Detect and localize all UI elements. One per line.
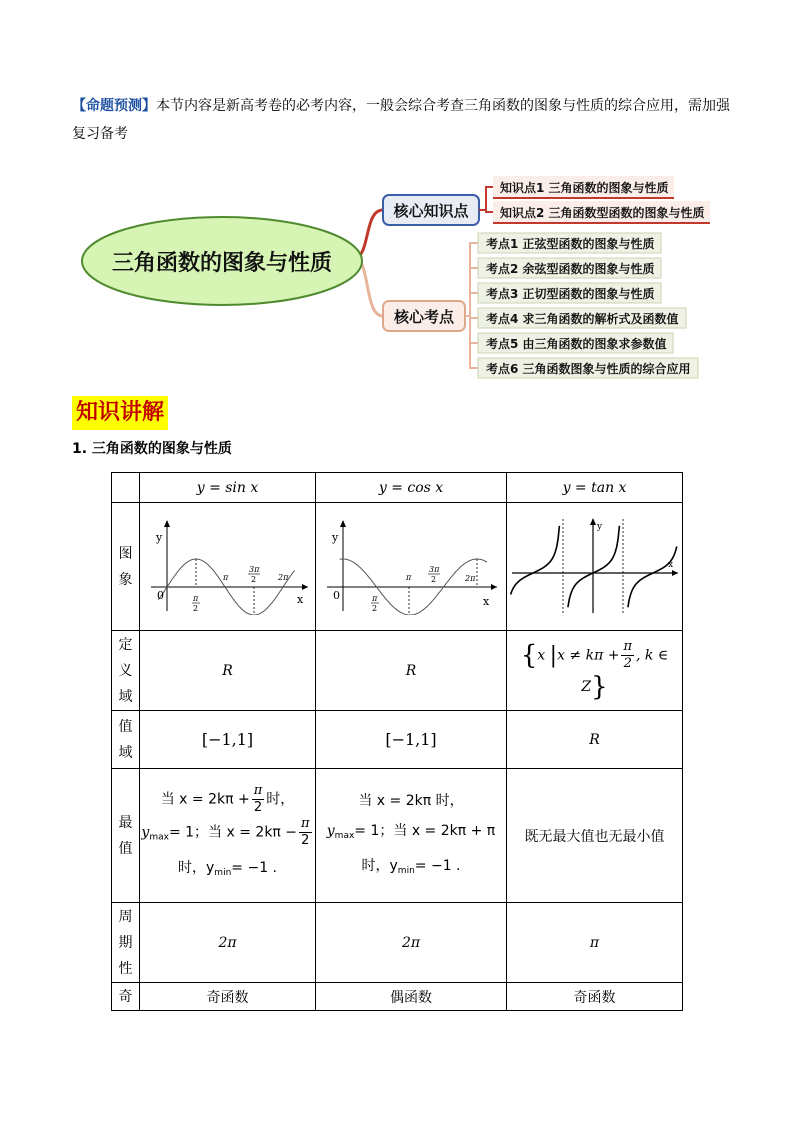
period-sin: 2π — [140, 903, 316, 983]
connector-branch1 — [357, 210, 383, 258]
root-label: 三角函数的图象与性质 — [111, 251, 333, 276]
branch2-item-3: 考点3 正切型函数的图象与性质 — [486, 287, 655, 301]
period-row — [112, 903, 683, 983]
svg-text:2: 2 — [250, 574, 256, 584]
svg-text:π: π — [371, 593, 377, 603]
graph-row — [112, 503, 683, 631]
branch2-label: 核心考点 — [393, 308, 455, 326]
cos-graph — [319, 515, 504, 615]
tan-graph-cell — [507, 503, 683, 631]
svg-text:3π: 3π — [248, 564, 259, 574]
extrema-sin: 当 x = 2kπ + $\frac{\pi}{2}$ 时， $y_{max}= 1$；当 x = 2kπ − $\frac{\pi}{2}$ 时，$y_{min}= -1$ . — [140, 769, 316, 903]
branch2-item-5: 考点5 由三角函数的图象求参数值 — [486, 337, 667, 351]
branch2-items — [478, 233, 698, 378]
parity-sin: 奇函数 — [140, 983, 316, 1011]
intro-text: 本节内容是新高考卷的必考内容，一般会综合考查三角函数的图象与性质的综合应用，需加强复习备考 — [72, 98, 730, 142]
svg-text:3π: 3π — [428, 564, 439, 574]
row-label-range: 值 域 — [112, 711, 140, 769]
svg-text:π: π — [192, 593, 198, 603]
extrema-row — [112, 769, 683, 903]
row-label-domain: 定 义 域 — [112, 631, 140, 711]
svg-text:2: 2 — [430, 574, 436, 584]
branch2-item-2: 考点2 余弦型函数的图象与性质 — [486, 262, 655, 276]
header-sin: y = sin x — [140, 473, 316, 503]
row-label-parity: 奇 — [112, 983, 140, 1011]
range-tan: R — [507, 711, 683, 769]
branch2-item-1: 考点1 正弦型函数的图象与性质 — [486, 237, 655, 251]
svg-text:2π: 2π — [277, 572, 288, 582]
domain-cos: R — [316, 631, 507, 711]
domain-tan: {x |x ≠ kπ + $\frac{\pi}{2}$ , k ∈ Z} — [507, 631, 683, 711]
header-tan: y = tan x — [507, 473, 683, 503]
range-row — [112, 711, 683, 769]
subheading: 1. 三角函数的图象与性质 — [72, 441, 232, 457]
parity-tan: 奇函数 — [507, 983, 683, 1011]
branch1-item-2: 知识点2 三角函数型函数的图象与性质 — [500, 206, 705, 220]
svg-text:π: π — [405, 572, 411, 582]
parity-cos: 偶函数 — [316, 983, 507, 1011]
period-tan: π — [507, 903, 683, 983]
period-cos: 2π — [316, 903, 507, 983]
parity-row — [112, 983, 683, 1011]
branch2-connector — [465, 243, 478, 368]
sin-graph — [143, 515, 313, 615]
intro-tag: 【命题预测】 — [72, 98, 156, 114]
svg-text:2π: 2π — [464, 573, 475, 583]
header-row — [112, 473, 683, 503]
section-title: 知识讲解 — [72, 396, 168, 430]
extrema-cos: 当 x = 2kπ 时， $y_{max}= 1$；当 x = 2kπ + π 时，$y_{min}= -1$ . — [316, 769, 507, 903]
svg-text:y: y — [331, 530, 338, 544]
svg-text:π: π — [222, 572, 228, 582]
svg-text:2: 2 — [371, 603, 377, 613]
row-label-graph: 图 象 — [112, 503, 140, 631]
svg-text:x: x — [482, 594, 489, 608]
svg-text:y: y — [155, 530, 162, 544]
branch2-item-6: 考点6 三角函数图象与性质的综合应用 — [486, 362, 691, 376]
range-cos: [−1,1] — [316, 711, 507, 769]
svg-text:0: 0 — [332, 588, 340, 602]
svg-text:y: y — [596, 521, 602, 532]
svg-text:2: 2 — [192, 603, 198, 613]
row-label-period: 周 期 性 — [112, 903, 140, 983]
sin-graph-cell — [140, 503, 316, 631]
branch1-connector — [479, 187, 493, 212]
cos-graph-cell — [316, 503, 507, 631]
domain-row — [112, 631, 683, 711]
branch1-item-1: 知识点1 三角函数的图象与性质 — [500, 181, 669, 195]
branch2-item-4: 考点4 求三角函数的解析式及函数值 — [486, 312, 679, 326]
range-sin: [−1,1] — [140, 711, 316, 769]
properties-table — [111, 472, 683, 1011]
header-cos: y = cos x — [316, 473, 507, 503]
mind-map — [0, 0, 794, 400]
branch1-label: 核心知识点 — [393, 202, 469, 220]
svg-text:x: x — [296, 592, 303, 606]
domain-sin: R — [140, 631, 316, 711]
header-empty — [112, 473, 140, 503]
row-label-extrema: 最 值 — [112, 769, 140, 903]
svg-text:0: 0 — [156, 588, 164, 602]
svg-text:x: x — [667, 559, 673, 570]
extrema-tan: 既无最大值也无最小值 — [507, 769, 683, 903]
tan-graph — [510, 515, 680, 615]
